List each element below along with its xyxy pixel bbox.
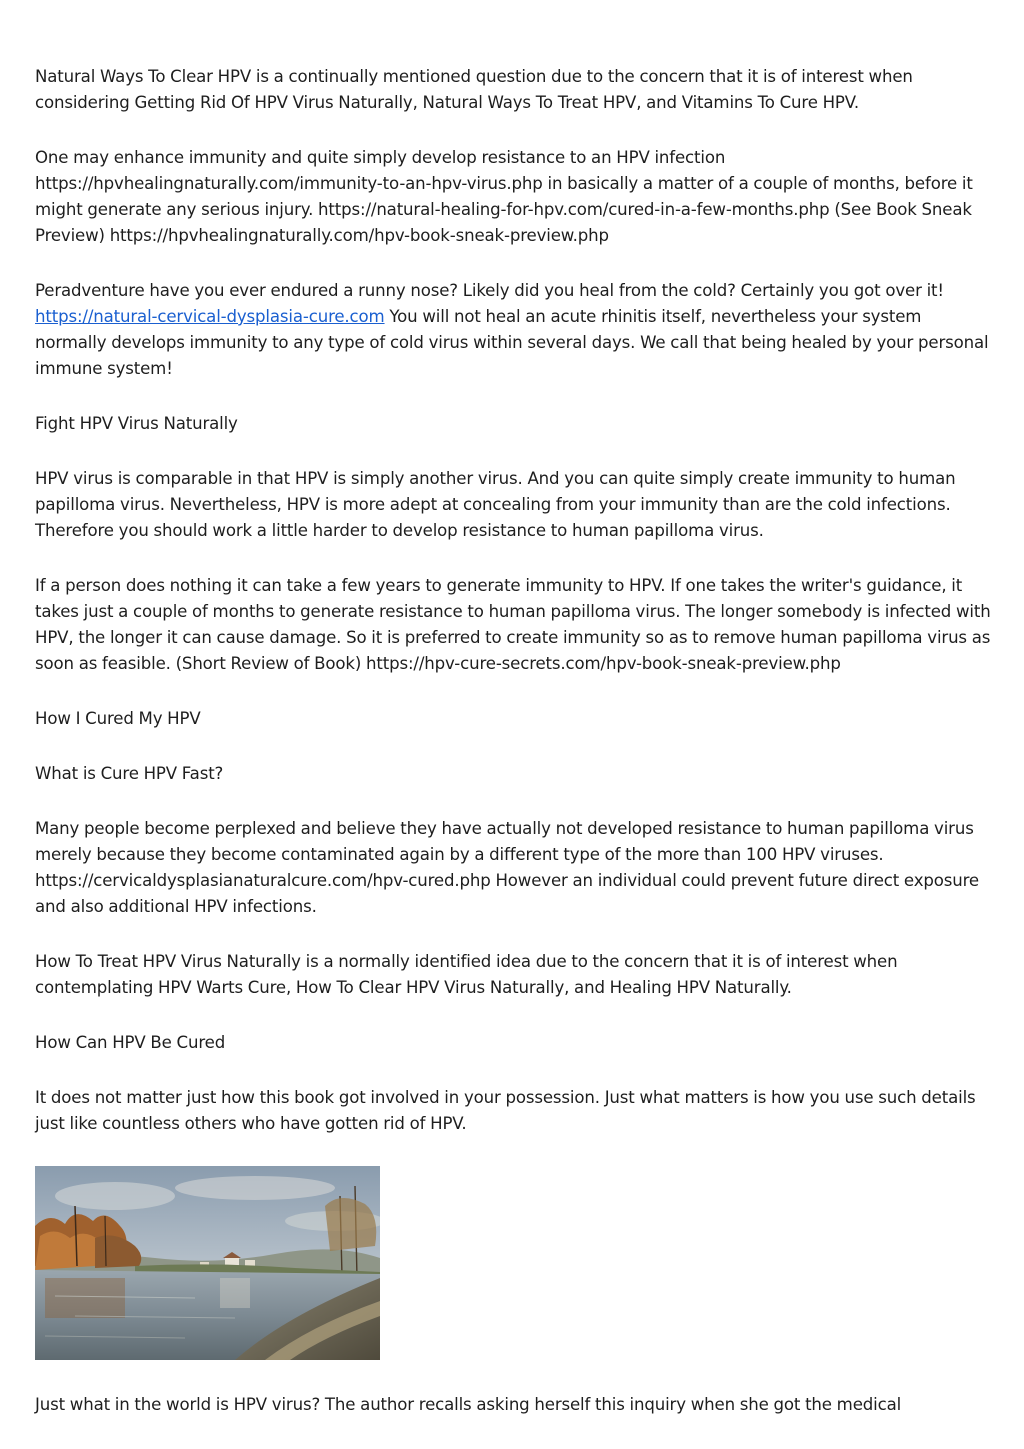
section-heading: How I Cured My HPV <box>35 709 201 728</box>
paragraph: If a person does nothing it can take a few years to generate immunity to HPV. If one takes the writer's guidance, it takes just a couple of months to generate resistance to human papilloma virus. The longer somebody is infected with HPV, the longer it can cause damage. So it is preferred to create immunity so as to remove human papilloma virus as soon as feasible. (Short Review of Book) https://hpv-cure-secrets.com/hpv-book-sneak-preview.php <box>35 576 991 673</box>
paragraph: Natural Ways To Clear HPV is a continually mentioned question due to the concern that it is of interest when considering Getting Rid Of HPV Virus Naturally, Natural Ways To Treat HPV, and Vitamins To Cure HPV. <box>35 67 913 112</box>
cervical-dysplasia-cure-link[interactable]: https://natural-cervical-dysplasia-cure.com <box>35 307 385 326</box>
paragraph-with-link <box>35 278 995 382</box>
paragraph: One may enhance immunity and quite simply develop resistance to an HPV infection https://hpvhealingnaturally.com/immunity-to-an-hpv-virus.php in basically a matter of a couple of months, before it might generate any serious injury. https://natural-healing-for-hpv.com/cured-in-a-few-months.php (See Book Sneak Preview) https://hpvhealingnaturally.com/hpv-book-sneak-preview.php <box>35 148 973 245</box>
section-heading: How Can HPV Be Cured <box>35 1033 226 1052</box>
paragraph-text-after-link: You will not heal an acute rhinitis itself, nevertheless your system normally develops immunity to any type of cold virus within several days. We call that being healed by your personal immune system! <box>35 307 989 378</box>
river-landscape-painting <box>35 1166 380 1360</box>
paragraph: How To Treat HPV Virus Naturally is a normally identified idea due to the concern that it is of interest when contemplating HPV Warts Cure, How To Clear HPV Virus Naturally, and Healing HPV Naturally. <box>35 952 898 997</box>
document-body <box>35 64 995 1447</box>
section-heading: What is Cure HPV Fast? <box>35 764 224 783</box>
paragraph: Many people become perplexed and believe they have actually not developed resistance to human papilloma virus merely because they become contaminated again by a different type of the more than 100 HPV viruses. https://cervicaldysplasianaturalcure.com/hpv-cured.php However an individual could prevent future direct exposure and also additional HPV infections. <box>35 819 979 916</box>
paragraph: Just what in the world is HPV virus? The author recalls asking herself this inquiry when she got the medical <box>35 1395 902 1414</box>
paragraph: HPV virus is comparable in that HPV is simply another virus. And you can quite simply create immunity to human papilloma virus. Nevertheless, HPV is more adept at concealing from your immunity than are the cold infections. Therefore you should work a little harder to develop resistance to human papilloma virus. <box>35 469 956 540</box>
section-heading: Fight HPV Virus Naturally <box>35 414 238 433</box>
paragraph-text-before-link: Peradventure have you ever endured a runny nose? Likely did you heal from the cold? Certainly you got over it! <box>35 281 944 300</box>
paragraph: It does not matter just how this book got involved in your possession. Just what matters is how you use such details just like countless others who have gotten rid of HPV. <box>35 1088 976 1133</box>
